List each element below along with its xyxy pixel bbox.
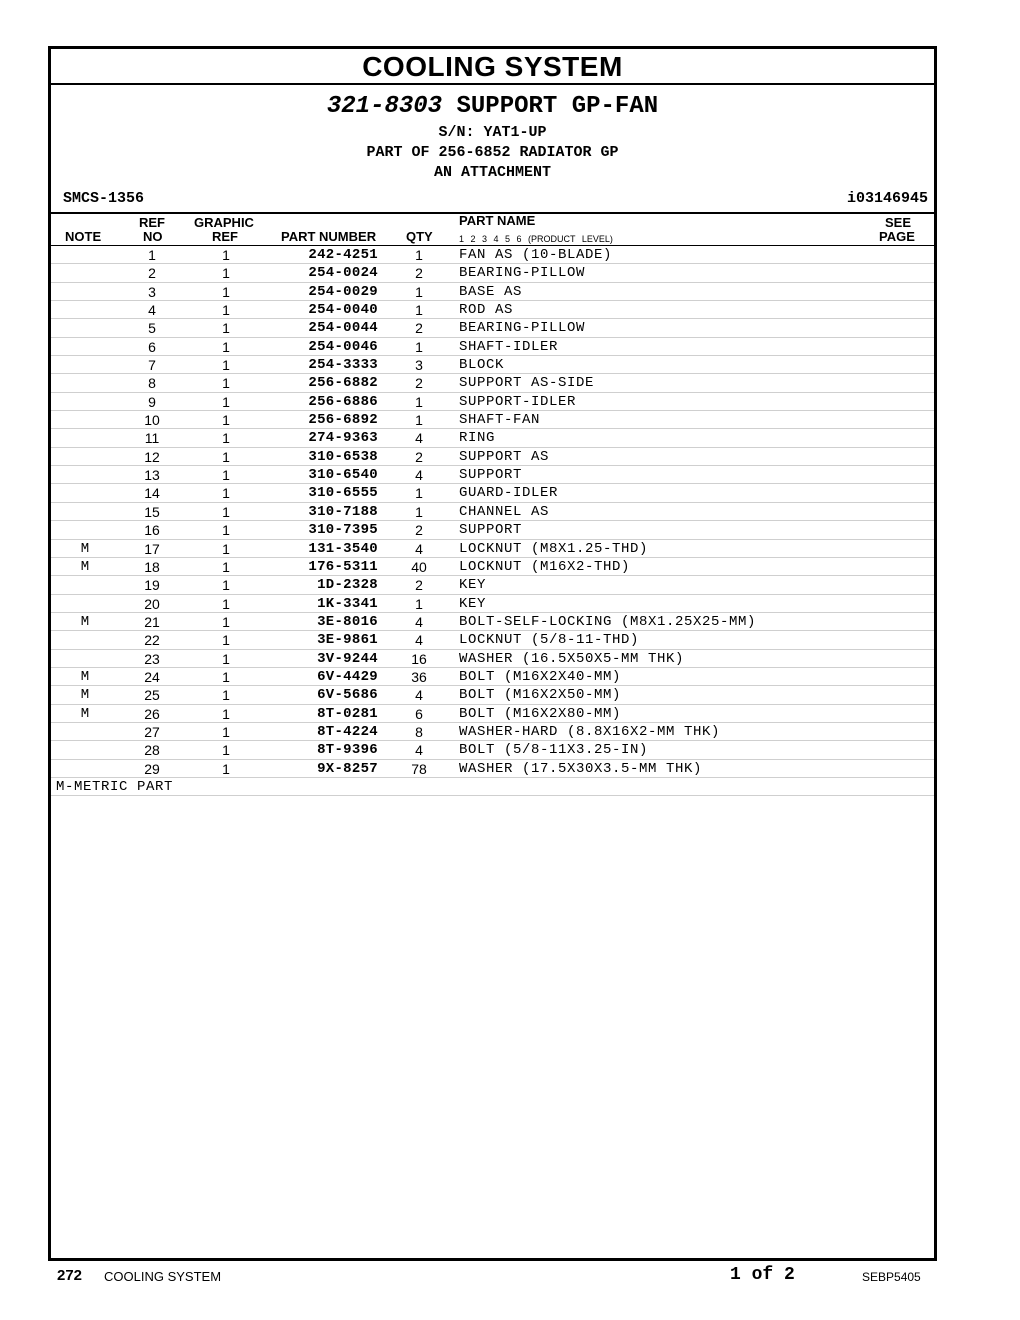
table-row <box>51 705 934 723</box>
qty-cell: 6 <box>415 705 423 722</box>
table-row <box>51 595 934 613</box>
part-number-cell: 1D-2328 <box>317 577 378 594</box>
part-number-cell: 176-5311 <box>308 558 378 575</box>
ref-no-cell: 26 <box>144 705 160 722</box>
part-number-cell: 3E-9861 <box>317 632 378 649</box>
table-row <box>51 411 934 429</box>
ref-no-cell: 9 <box>148 393 156 410</box>
col-qty: QTY <box>406 229 433 244</box>
graphic-ref-cell: 1 <box>222 687 230 704</box>
part-name-cell: BEARING-PILLOW <box>459 320 586 337</box>
table-row <box>51 264 934 282</box>
part-name-cell: BEARING-PILLOW <box>459 265 586 282</box>
part-name-cell: CHANNEL AS <box>459 503 550 520</box>
part-number-cell: 6V-4429 <box>317 668 378 685</box>
part-number-cell: 8T-0281 <box>317 705 378 722</box>
col-graphic-top: GRAPHIC <box>194 215 254 230</box>
table-row <box>51 686 934 704</box>
part-number-cell: 256-6886 <box>308 393 378 410</box>
col-part-number: PART NUMBER <box>281 229 377 244</box>
part-name-cell: WASHER (16.5X50X5-MM THK) <box>459 650 685 667</box>
qty-cell: 2 <box>415 375 423 392</box>
graphic-ref-cell: 1 <box>222 302 230 319</box>
table-row <box>51 429 934 447</box>
table-row <box>51 576 934 594</box>
qty-cell: 1 <box>415 393 423 410</box>
graphic-ref-cell: 1 <box>222 595 230 612</box>
part-number-cell: 242-4251 <box>308 247 378 263</box>
part-number-cell: 3E-8016 <box>317 613 378 630</box>
qty-cell: 16 <box>411 650 427 667</box>
ref-no-cell: 14 <box>144 485 160 502</box>
part-number-cell: 274-9363 <box>308 430 378 447</box>
ref-no-cell: 27 <box>144 723 160 740</box>
graphic-ref-cell: 1 <box>222 430 230 447</box>
ref-no-cell: 8 <box>148 375 156 392</box>
qty-cell: 2 <box>415 577 423 594</box>
col-see-bottom: PAGE <box>879 229 915 244</box>
group-title <box>51 93 934 121</box>
ref-no-cell: 11 <box>144 430 160 447</box>
part-number-cell: 1K-3341 <box>317 595 378 612</box>
part-number-cell: 6V-5686 <box>317 687 378 704</box>
table-row <box>51 393 934 411</box>
graphic-ref-cell: 1 <box>222 668 230 685</box>
part-name-cell: BOLT (5/8-11X3.25-IN) <box>459 742 649 759</box>
qty-cell: 36 <box>411 668 427 685</box>
graphic-ref-cell: 1 <box>222 540 230 557</box>
table-row <box>51 338 934 356</box>
part-number-cell: 310-6555 <box>308 485 378 502</box>
part-number-cell: 131-3540 <box>308 540 378 557</box>
ref-no-cell: 6 <box>148 338 156 355</box>
part-name-cell: WASHER-HARD (8.8X16X2-MM THK) <box>459 723 721 740</box>
table-row <box>51 466 934 484</box>
table-row <box>51 246 934 264</box>
ref-no-cell: 16 <box>144 522 160 539</box>
qty-cell: 4 <box>415 467 423 484</box>
note-cell: M <box>80 687 90 704</box>
ref-no-cell: 1 <box>148 247 156 263</box>
table-row <box>51 723 934 741</box>
table-row <box>51 650 934 668</box>
graphic-ref-cell: 1 <box>222 448 230 465</box>
footer-section: COOLING SYSTEM <box>104 1269 222 1284</box>
ref-no-cell: 2 <box>148 265 156 282</box>
note-cell: M <box>80 668 90 685</box>
qty-cell: 4 <box>415 687 423 704</box>
part-number-cell: 8T-9396 <box>317 742 378 759</box>
graphic-ref-cell: 1 <box>222 503 230 520</box>
part-number-cell: 254-0046 <box>308 338 378 355</box>
col-ref-top: REF <box>139 215 165 230</box>
attachment-note: AN ATTACHMENT <box>433 164 552 181</box>
part-number-cell: 310-6540 <box>308 467 378 484</box>
col-ref-bottom: NO <box>143 229 163 244</box>
qty-cell: 2 <box>415 265 423 282</box>
qty-cell: 1 <box>415 485 423 502</box>
group-part-number: 321-8303 <box>326 93 443 120</box>
part-name-cell: BASE AS <box>459 283 523 300</box>
part-number-cell: 9X-8257 <box>317 760 378 777</box>
ref-no-cell: 28 <box>144 742 160 759</box>
part-number-cell: 254-0024 <box>308 265 378 282</box>
graphic-ref-cell: 1 <box>222 320 230 337</box>
table-row <box>51 356 934 374</box>
qty-cell: 4 <box>415 540 423 557</box>
graphic-ref-cell: 1 <box>222 283 230 300</box>
qty-cell: 78 <box>411 760 427 777</box>
part-name-cell: LOCKNUT (M16X2-THD) <box>459 558 631 575</box>
qty-cell: 4 <box>415 632 423 649</box>
graphic-ref-cell: 1 <box>222 265 230 282</box>
graphic-ref-cell: 1 <box>222 632 230 649</box>
part-name-cell: SUPPORT <box>459 522 523 539</box>
col-note: NOTE <box>65 229 102 244</box>
table-row <box>51 503 934 521</box>
ref-no-cell: 20 <box>144 595 160 612</box>
qty-cell: 1 <box>415 595 423 612</box>
graphic-ref-cell: 1 <box>222 375 230 392</box>
part-number-cell: 254-0029 <box>308 283 378 300</box>
ref-no-cell: 21 <box>144 613 160 630</box>
footer-doc-id: SEBP5405 <box>862 1270 921 1284</box>
footnote-row <box>51 778 934 796</box>
parts-page-frame <box>48 46 937 1261</box>
qty-cell: 8 <box>415 723 423 740</box>
graphic-ref-cell: 1 <box>222 393 230 410</box>
ref-no-cell: 4 <box>148 302 156 319</box>
part-name-cell: SHAFT-FAN <box>459 412 541 429</box>
qty-cell: 4 <box>415 430 423 447</box>
graphic-ref-cell: 1 <box>222 357 230 374</box>
qty-cell: 1 <box>415 338 423 355</box>
metric-footnote: M-METRIC PART <box>56 778 174 795</box>
table-row <box>51 319 934 337</box>
part-number-cell: 254-0040 <box>308 302 378 319</box>
note-cell: M <box>80 705 90 722</box>
graphic-ref-cell: 1 <box>222 558 230 575</box>
col-see-top: SEE <box>885 215 912 230</box>
qty-cell: 1 <box>415 503 423 520</box>
footer-page-of: 1 of 2 <box>730 1265 795 1285</box>
graphic-ref-cell: 1 <box>222 485 230 502</box>
part-name-cell: BOLT (M16X2X40-MM) <box>459 668 622 685</box>
group-name: SUPPORT GP-FAN <box>456 93 659 120</box>
col-part-name: PART NAME <box>459 213 536 228</box>
graphic-ref-cell: 1 <box>222 247 230 263</box>
serial-range: S/N: YAT1-UP <box>438 124 547 141</box>
qty-cell: 1 <box>415 283 423 300</box>
table-row <box>51 301 934 319</box>
smcs-code: SMCS-1356 <box>63 190 145 207</box>
part-name-cell: SUPPORT-IDLER <box>459 393 577 410</box>
part-name-cell: ROD AS <box>459 302 514 319</box>
qty-cell: 2 <box>415 320 423 337</box>
ref-no-cell: 3 <box>148 283 156 300</box>
part-name-cell: LOCKNUT (5/8-11-THD) <box>459 632 640 649</box>
part-name-cell: KEY <box>459 577 487 594</box>
illustration-id: i03146945 <box>846 190 928 207</box>
part-name-cell: GUARD-IDLER <box>459 485 559 502</box>
note-cell: M <box>80 540 90 557</box>
ref-no-cell: 17 <box>144 540 160 557</box>
qty-cell: 1 <box>415 302 423 319</box>
part-name-cell: BOLT (M16X2X80-MM) <box>459 705 622 722</box>
graphic-ref-cell: 1 <box>222 338 230 355</box>
table-row <box>51 668 934 686</box>
table-row <box>51 741 934 759</box>
table-row <box>51 521 934 539</box>
qty-cell: 3 <box>415 357 423 374</box>
ref-no-cell: 13 <box>144 467 160 484</box>
graphic-ref-cell: 1 <box>222 705 230 722</box>
part-name-cell: SUPPORT AS <box>459 448 550 465</box>
table-row <box>51 760 934 778</box>
graphic-ref-cell: 1 <box>222 467 230 484</box>
part-name-cell: RING <box>459 430 496 447</box>
ref-no-cell: 29 <box>144 760 160 777</box>
part-number-cell: 254-0044 <box>308 320 378 337</box>
ref-no-cell: 25 <box>144 687 160 704</box>
qty-cell: 4 <box>415 742 423 759</box>
graphic-ref-cell: 1 <box>222 723 230 740</box>
note-cell: M <box>80 558 90 575</box>
qty-cell: 2 <box>415 448 423 465</box>
part-name-cell: KEY <box>459 595 487 612</box>
ref-no-cell: 24 <box>144 668 160 685</box>
qty-cell: 40 <box>411 558 427 575</box>
graphic-ref-cell: 1 <box>222 613 230 630</box>
col-graphic-bottom: REF <box>212 229 238 244</box>
parts-list <box>51 246 934 796</box>
ref-no-cell: 23 <box>144 650 160 667</box>
ref-no-cell: 15 <box>144 503 160 520</box>
graphic-ref-cell: 1 <box>222 577 230 594</box>
part-name-cell: LOCKNUT (M8X1.25-THD) <box>459 540 649 557</box>
part-name-cell: BLOCK <box>459 357 505 374</box>
ref-no-cell: 5 <box>148 320 156 337</box>
part-number-cell: 254-3333 <box>308 357 378 374</box>
table-row <box>51 374 934 392</box>
table-row <box>51 540 934 558</box>
footer-page-number: 272 <box>57 1267 83 1284</box>
ref-no-cell: 10 <box>144 412 160 429</box>
qty-cell: 4 <box>415 613 423 630</box>
graphic-ref-cell: 1 <box>222 412 230 429</box>
table-row <box>51 631 934 649</box>
ref-no-cell: 19 <box>144 577 160 594</box>
table-row <box>51 558 934 576</box>
part-name-cell: BOLT (M16X2X50-MM) <box>459 687 622 704</box>
part-number-cell: 310-7395 <box>308 522 378 539</box>
qty-cell: 1 <box>415 412 423 429</box>
ref-no-cell: 12 <box>144 448 160 465</box>
part-number-cell: 256-6882 <box>308 375 378 392</box>
graphic-ref-cell: 1 <box>222 522 230 539</box>
graphic-ref-cell: 1 <box>222 742 230 759</box>
graphic-ref-cell: 1 <box>222 650 230 667</box>
graphic-ref-cell: 1 <box>222 760 230 777</box>
table-row <box>51 613 934 631</box>
part-number-cell: 3V-9244 <box>317 650 378 667</box>
part-name-cell: FAN AS (10-BLADE) <box>459 247 613 263</box>
part-name-cell: BOLT-SELF-LOCKING (M8X1.25X25-MM) <box>459 613 757 630</box>
qty-cell: 2 <box>415 522 423 539</box>
part-of-note: PART OF 256-6852 RADIATOR GP <box>366 144 619 161</box>
col-product-levels: 1 2 3 4 5 6 (PRODUCT LEVEL) <box>459 234 613 244</box>
part-name-cell: SHAFT-IDLER <box>459 338 559 355</box>
table-row <box>51 448 934 466</box>
part-number-cell: 256-6892 <box>308 412 378 429</box>
part-number-cell: 310-6538 <box>308 448 378 465</box>
table-row <box>51 283 934 301</box>
note-cell: M <box>80 613 90 630</box>
part-name-cell: SUPPORT AS-SIDE <box>459 375 595 392</box>
section-title: COOLING SYSTEM <box>51 49 934 85</box>
qty-cell: 1 <box>415 247 423 263</box>
table-row <box>51 484 934 502</box>
ref-no-cell: 18 <box>144 558 160 575</box>
part-number-cell: 8T-4224 <box>317 723 378 740</box>
ref-no-cell: 7 <box>148 357 156 374</box>
ref-no-cell: 22 <box>144 632 160 649</box>
part-name-cell: WASHER (17.5X30X3.5-MM THK) <box>459 760 703 777</box>
part-name-cell: SUPPORT <box>459 467 523 484</box>
part-number-cell: 310-7188 <box>308 503 378 520</box>
